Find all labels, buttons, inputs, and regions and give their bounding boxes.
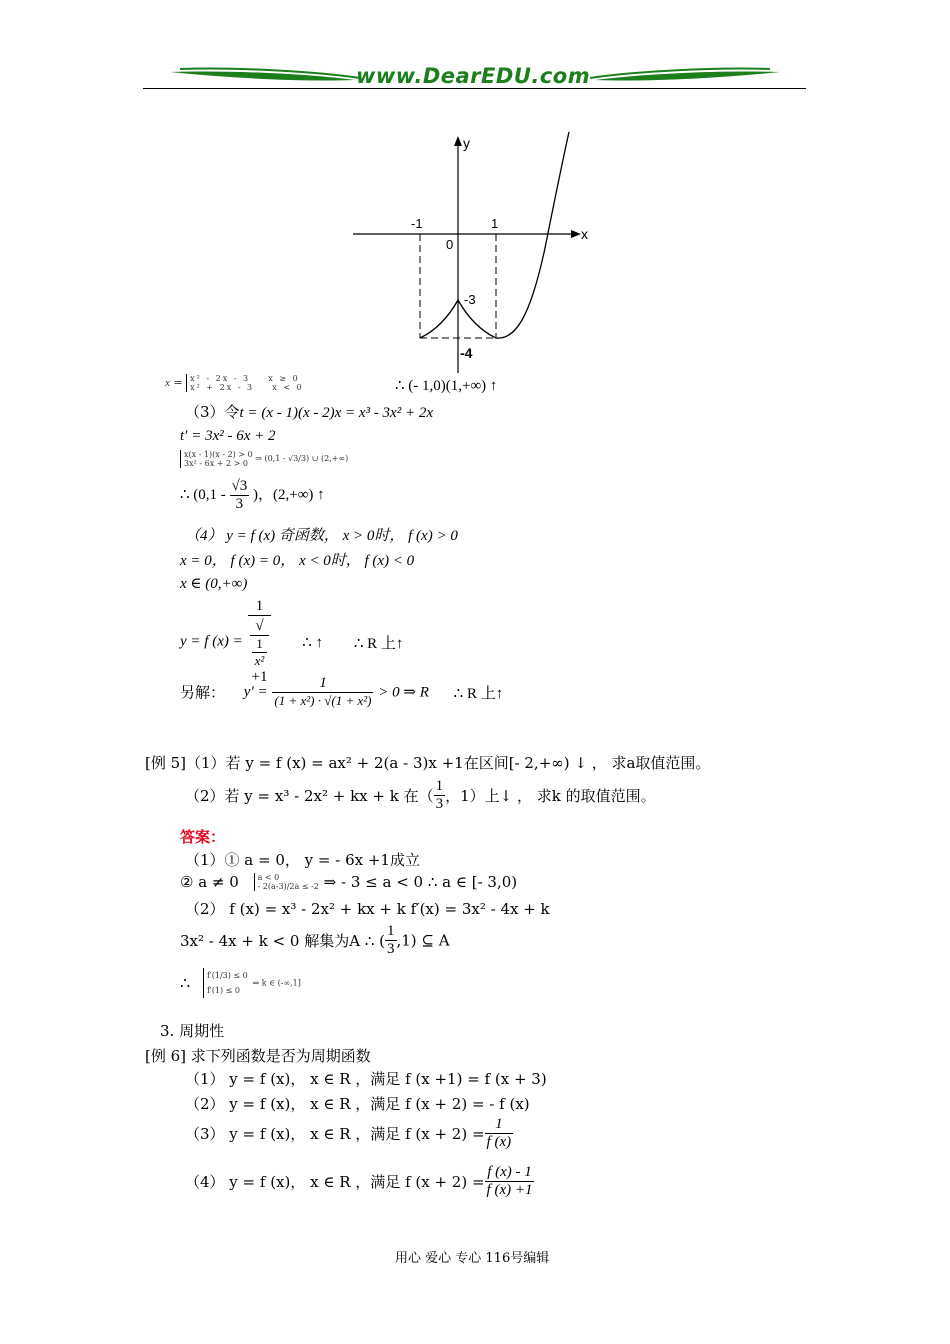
- ans-1: （1）① a = 0， y = - 6x +1成立: [185, 851, 420, 869]
- y-axis-arrow-icon: [454, 136, 462, 146]
- x-axis-arrow-icon: [571, 230, 581, 238]
- p4-line1: （4） y = f (x) 奇函数， x > 0时， f (x) > 0: [185, 528, 458, 544]
- ex5-line1: [例 5]（1）若 y = f (x) = ax² + 2(a - 3)x +1在区间[- 2,+∞) ↓ ， 求a取值范围。: [145, 754, 711, 772]
- p4-formula: y = f (x) = 1 √ 1 x² +1 ∴ ↑ ∴ R 上↑: [180, 598, 404, 685]
- p3-derivative: t′ = 3x² - 6x + 2: [180, 428, 276, 444]
- ex6-1: （1） y = f (x)， x ∈ R ，满足 f (x +1) = f (x + 3): [185, 1070, 547, 1088]
- section-3-title: 3. 周期性: [160, 1022, 225, 1040]
- function-graph: [345, 128, 605, 378]
- ans-2: ② a ≠ 0 a < 0 - 2(a-3)/2a ≤ -2 ⇒ - 3 ≤ a < 0 ∴ a ∈ [- 3,0): [180, 873, 518, 891]
- ex5-line2: （2）若 y = x³ - 2x² + kx + k 在（ $\frac{1}{3}$ ，1）上↓ ， 求k 的取值范围。: [185, 778, 656, 812]
- p3-expr: t = (x - 1)(x - 2)x = x³ - 3x² + 2x: [239, 405, 433, 421]
- p4-line2: x = 0， f (x) = 0， x < 0时， f (x) < 0: [180, 553, 415, 569]
- answer-label: 答案：: [180, 828, 226, 846]
- tick-1: 1: [491, 216, 499, 231]
- p3-system: [180, 450, 348, 468]
- p4-line3: x ∈ (0,+∞): [180, 576, 248, 592]
- p3-sys-result: ⇒ (0,1 - √3/3) ∪ (2,+∞): [255, 454, 349, 463]
- page-footer: 用心 爱心 专心 116号编辑: [395, 1251, 550, 1266]
- ex6-title: [例 6] 求下列函数是否为周期函数: [145, 1047, 371, 1065]
- p3-result: ∴ (0,1 - $\frac{√3}{3}$ )，(2,+∞) ↑: [180, 478, 325, 512]
- p3-line: [185, 401, 433, 422]
- piecewise-therefore: ∴ (- 1,0)(1,+∞) ↑: [395, 378, 498, 394]
- tick-neg1: -1: [411, 216, 423, 231]
- y-label: y: [463, 135, 470, 151]
- p3-sys2: 3x² - 6x + 2 > 0: [184, 459, 248, 468]
- ans-3: （2） f (x) = x³ - 2x² + kx + k f′(x) = 3x² - 4x + k: [185, 900, 550, 918]
- ex6-2: （2） y = f (x)， x ∈ R ，满足 f (x + 2) = - f (x): [185, 1095, 530, 1113]
- x-label: x: [581, 226, 588, 242]
- ans-4: 3x² - 4x + k < 0 解集为A ∴ ( $\frac{1}{3}$ ,1) ⊆ A: [180, 923, 450, 957]
- alt-solution: 另解： y′ = $\frac{1}{\text{(1 + x²) · √(1 + x²)}}$ > 0 ⇒ R ∴ R 上↑: [180, 675, 504, 708]
- header-rule: [143, 88, 806, 89]
- piecewise-definition: x = x² - 2x - 3 x ≥ 0 x² + 2x - 3 x < 0: [165, 374, 304, 392]
- ans-5: ∴ f′(1/3) ≤ 0 f′(1) ≤ 0 ⇒ k ∈ (-∞,1]: [180, 968, 301, 998]
- p3-label: （3）令: [185, 403, 240, 421]
- p3-sys1: x(x - 1)(x - 2) > 0: [184, 450, 253, 459]
- site-logo: www.DearEDU.com: [356, 64, 591, 88]
- curve: [420, 132, 569, 338]
- ex6-3: （3） y = f (x)， x ∈ R ，满足 f (x + 2) = $\frac{1}{f (x)}$: [185, 1116, 512, 1150]
- label-neg4: -4: [460, 345, 473, 361]
- label-neg3: -3: [464, 292, 476, 307]
- ex6-4: （4） y = f (x)， x ∈ R ，满足 f (x + 2) = $\frac{f (x) - 1}{f (x) +1}$: [185, 1164, 533, 1198]
- origin-label: 0: [446, 237, 454, 252]
